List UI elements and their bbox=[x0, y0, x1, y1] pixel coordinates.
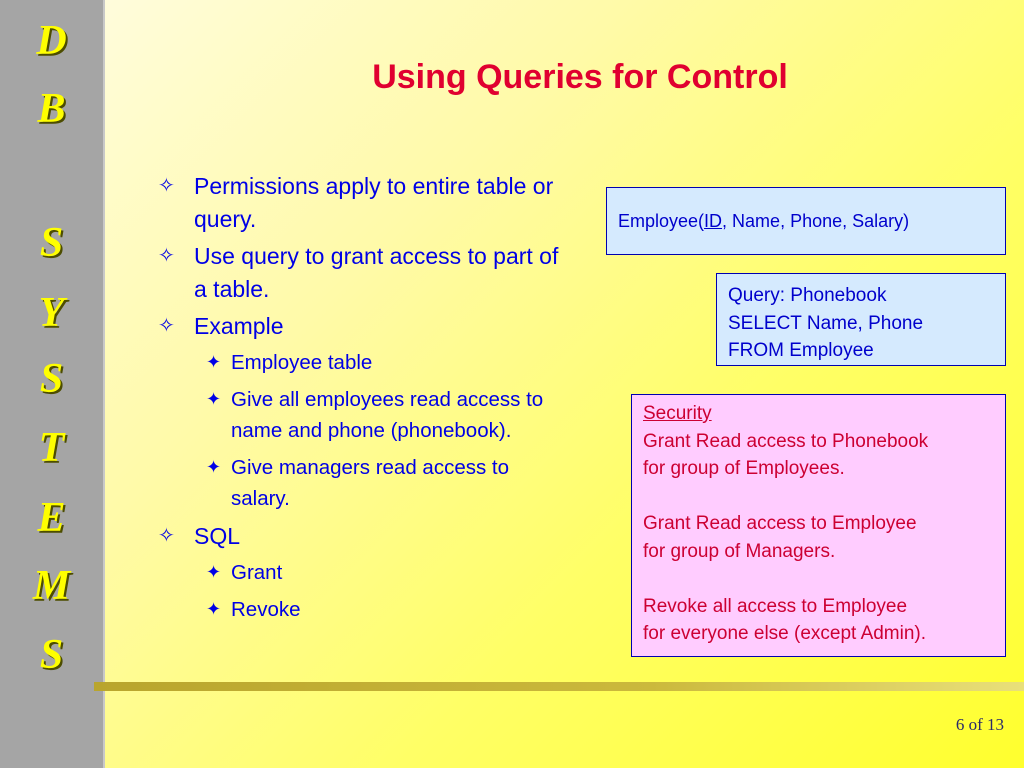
four-pointed-star-outline-icon: ✧ bbox=[158, 245, 175, 267]
footer-bar bbox=[94, 682, 1024, 691]
sub-list-item bbox=[206, 347, 568, 378]
security-line: for group of Employees. bbox=[643, 458, 845, 479]
page-number: 6 of 13 bbox=[955, 715, 1004, 734]
sub-bullet-text: Revoke bbox=[231, 598, 301, 621]
sub-list-item bbox=[206, 557, 568, 588]
sub-list-item bbox=[206, 384, 568, 446]
security-spacer bbox=[643, 565, 1005, 593]
list-item bbox=[158, 520, 568, 553]
sidebar-letter: D bbox=[36, 18, 67, 64]
four-pointed-star-solid-icon: ✦ bbox=[206, 599, 222, 619]
bullet-text: SQL bbox=[194, 523, 241, 549]
bullet-list bbox=[158, 170, 568, 631]
bullet-text: Example bbox=[194, 313, 284, 339]
security-line: Grant Read access to Phonebook bbox=[643, 430, 929, 452]
four-pointed-star-solid-icon: ✦ bbox=[206, 389, 222, 409]
query-line: FROM Employee bbox=[728, 340, 874, 361]
list-item bbox=[158, 240, 568, 306]
security-line: Grant Read access to Employee bbox=[643, 513, 917, 534]
sub-list-item bbox=[206, 594, 568, 625]
sub-bullet-text: Employee table bbox=[231, 351, 373, 374]
employee-box-prefix: Employee( bbox=[618, 210, 705, 231]
bullet-text: Permissions apply to entire table or query. bbox=[194, 173, 554, 232]
list-item bbox=[158, 170, 568, 236]
security-line: Revoke all access to Employee bbox=[643, 595, 908, 617]
security-box bbox=[631, 394, 1006, 657]
sidebar-letter: E bbox=[37, 495, 66, 541]
four-pointed-star-outline-icon: ✧ bbox=[158, 315, 175, 337]
sidebar-letter: S bbox=[39, 220, 64, 266]
four-pointed-star-solid-icon: ✦ bbox=[206, 562, 222, 582]
security-heading: Security bbox=[643, 403, 712, 424]
sub-bullet-text: Give all employees read access to name and phone (phonebook). bbox=[231, 388, 544, 442]
slide-title: Using Queries for Control bbox=[372, 58, 788, 96]
security-line: for group of Managers. bbox=[643, 540, 836, 562]
employee-box-rest: , Name, Phone, Salary) bbox=[722, 210, 910, 231]
sidebar-letter: B bbox=[37, 86, 66, 132]
query-line: SELECT Name, Phone bbox=[728, 312, 924, 334]
sub-bullet-text: Give managers read access to salary. bbox=[231, 456, 510, 510]
sidebar-letter: Y bbox=[38, 290, 65, 336]
employee-key-field: ID bbox=[704, 210, 723, 231]
sidebar-letter: S bbox=[39, 356, 64, 402]
four-pointed-star-solid-icon: ✦ bbox=[206, 352, 222, 372]
sidebar-letter: M bbox=[32, 563, 71, 609]
bullet-text: Use query to grant access to part of a table. bbox=[194, 243, 559, 302]
sub-list-item bbox=[206, 452, 568, 514]
list-item bbox=[158, 310, 568, 343]
security-spacer bbox=[643, 483, 1005, 511]
four-pointed-star-outline-icon: ✧ bbox=[158, 525, 175, 547]
sidebar-letter: T bbox=[38, 425, 65, 471]
query-box bbox=[716, 273, 1006, 366]
four-pointed-star-solid-icon: ✦ bbox=[206, 457, 222, 477]
sub-bullet-text: Grant bbox=[231, 561, 283, 584]
sidebar bbox=[0, 0, 103, 768]
employee-table-box bbox=[606, 187, 1006, 255]
four-pointed-star-outline-icon: ✧ bbox=[158, 175, 175, 197]
sidebar-letter: S bbox=[39, 632, 64, 678]
query-line: Query: Phonebook bbox=[728, 285, 887, 306]
security-line: for everyone else (except Admin). bbox=[643, 623, 927, 644]
sidebar-divider bbox=[103, 0, 105, 768]
